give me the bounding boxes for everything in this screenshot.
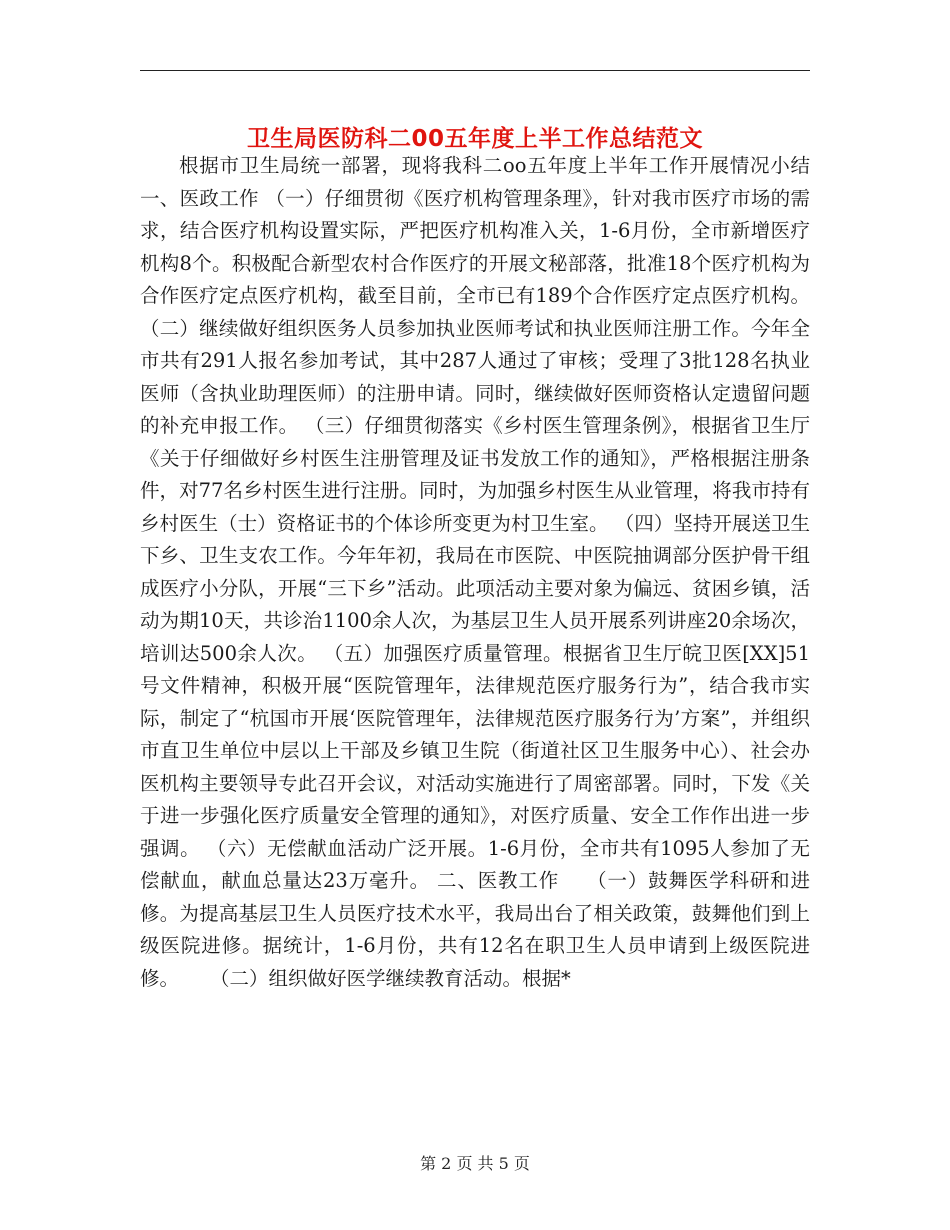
header-rule — [140, 70, 810, 71]
document-body: 根据市卫生局统一部署，现将我科二oo五年度上半年工作开展情况小结 一、医政工作 （一）仔细贯彻《医疗机构管理条理》，针对我市医疗市场的需求，结合医疗机构设置实际，严把医疗机构准入关，1-6月份，全市新增医疗机构8个。积极配合新型农村合作医疗的开展文秘部落，批准18个医疗机构为合作医疗定点医疗机构，截至目前，全市已有189个合作医疗定点医疗机构。 （二）继续做好组织医务人员参加执业医师考试和执业医师注册工作。今年全市共有291人报名参加考试，其中287人通过了审核；受理了3批128名执业医师（含执业助理医师）的注册申请。同时，继续做好医师资格认定遗留问题的补充申报工作。 （三）仔细贯彻落实《乡村医生管理条例》，根据省卫生厅《关于仔细做好乡村医生注册管理及证书发放工作的通知》，严格根据注册条件，对77名乡村医生进行注册。同时，为加强乡村医生从业管理，将我市持有乡村医生（士）资格证书的个体诊所变更为村卫生室。 （四）坚持开展送卫生下乡、卫生支农工作。今年年初，我局在市医院、中医院抽调部分医护骨干组成医疗小分队，开展“三下乡”活动。此项活动主要对象为偏远、贫困乡镇，活动为期10天，共诊治1100余人次，为基层卫生人员开展系列讲座20余场次，培训达500余人次。 （五）加强医疗质量管理。根据省卫生厅皖卫医[XX]51号文件精神，积极开展“医院管理年，法律规范医疗服务行为”，结合我市实际，制定了“杭国市开展‘医院管理年，法律规范医疗服务行为’方案”，并组织市直卫生单位中层以上干部及乡镇卫生院（街道社区卫生服务中心）、社会办医机构主要领导专此召开会议，对活动实施进行了周密部署。同时，下发《关于进一步强化医疗质量安全管理的通知》，对医疗质量、安全工作作出进一步强调。 （六）无偿献血活动广泛开展。1-6月份，全市共有1095人参加了无偿献血，献血总量达23万毫升。 二、医教工作 （一）鼓舞医学科研和进修。为提高基层卫生人员医疗技术水平，我局出台了相关政策，鼓舞他们到上级医院进修。据统计，1-6月份，共有12名在职卫生人员申请到上级医院进修。 （二）组织做好医学继续教育活动。根据* — [140, 154, 817, 990]
document-title: 卫生局医防科二00五年度上半工作总结范文 — [246, 126, 703, 153]
page-number: 第 2 页 共 5 页 — [420, 1154, 530, 1173]
